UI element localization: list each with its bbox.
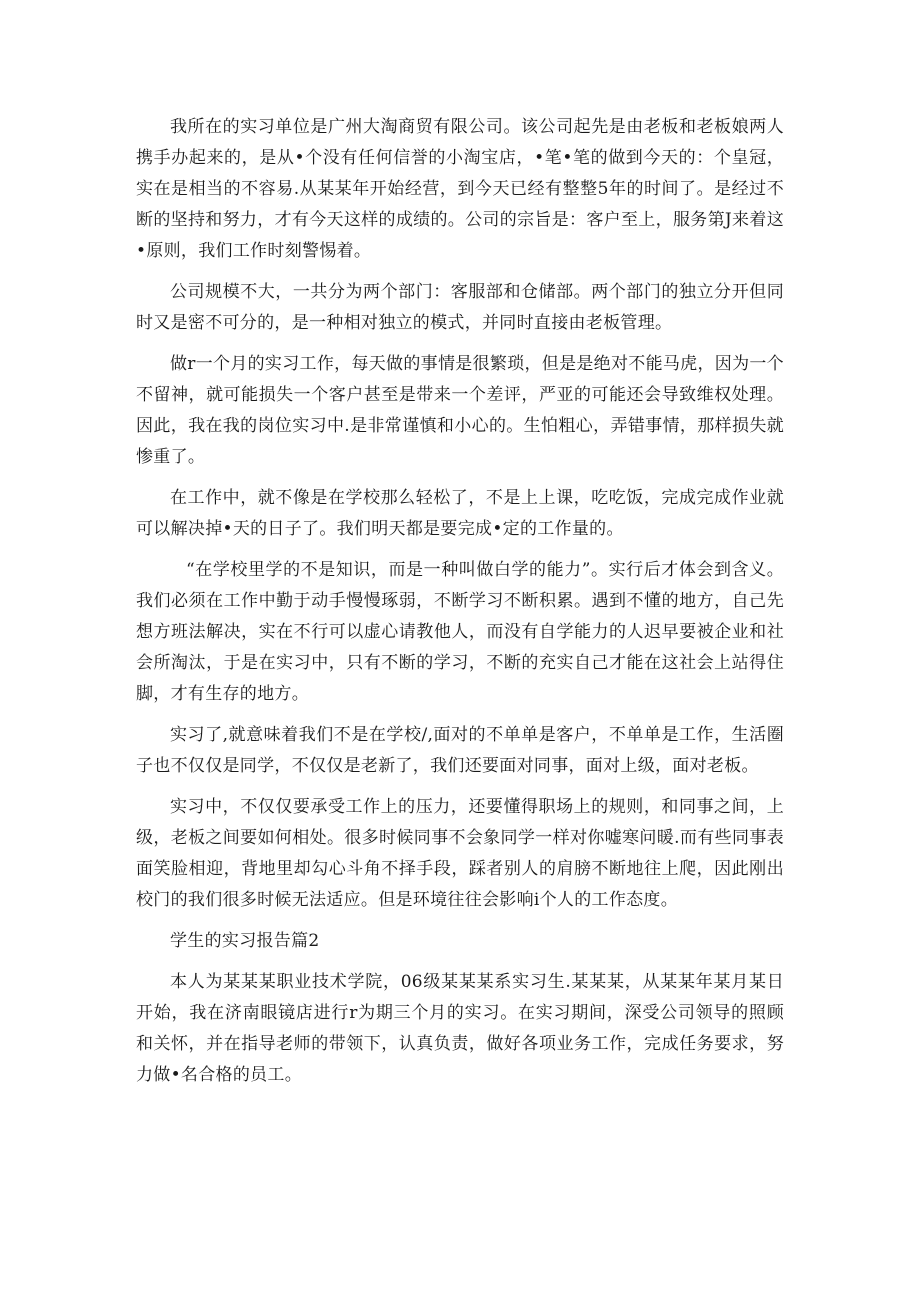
document-body	[136, 112, 784, 1101]
paragraph-meaning-of-internship: 实习了,就意味着我们不是在学校/,面对的不单单是客户，不单单是工作，生活圈子也不仅仅是同学，不仅仅是老新了，我们还要面对同事，面对上级，面对老板。	[136, 725, 784, 776]
paragraph-daily-work: 做r一个月的实习工作，每天做的事情是很繁琐，但是是绝对不能马虎，因为一个不留神，就可能损失一个客户甚至是带来一个差评，严亚的可能还会导致维权处理。因此，我在我的岗位实习中.是非常谨慎和小心的。生怕粗心，弄错事情，那样损失就惨重了。	[136, 354, 784, 467]
paragraph-workplace-relations: 实习中，不仅仅要承受工作上的压力，还要懂得职场上的规则，和同事之间，上级，老板之间要如何相处。很多时候同事不会象同学一样对你嘘寒问暖.而有些同事表面笑脸相迎，背地里却勾心斗角不择手段，踩者别人的肩膀不断地往上爬，因此刚出校门的我们很多时候无法适应。但是环境往往会影响i个人的工作态度。	[136, 797, 784, 910]
paragraph-company-scale: 公司规模不大，一共分为两个部门：客服部和仓储部。两个部门的独立分开但同时又是密不可分的，是一种相对独立的模式，并同时直接由老板管理。	[136, 282, 784, 333]
paragraph-internship-company: 我所在的实习单位是广州大淘商贸有限公司。该公司起先是由老板和老板娘两人携手办起来的，是从•个没有任何信誉的小淘宝店，•笔•笔的做到今天的：个皇冠，实在是相当的不容易.从某某年开始经营，到今天已经有整整5年的时间了。是经过不断的坚持和努力，才有今天这样的成绩的。公司的宗旨是：客户至上，服务第J来着这•原则，我们工作时刻警惕着。	[136, 117, 784, 261]
paragraph-report-two-intro: 本人为某某某职业技术学院，06级某某某系实习生.某某某，从某某年某月某日开始，我在济南眼镜店进行r为期三个月的实习。在实习期间，深受公司领导的照顾和关怀，并在指导老师的带领下，认真负责，做好各项业务工作，完成任务要求，努力做•名合格的员工。	[136, 972, 784, 1085]
paragraph-self-learning: “在学校里学的不是知识，而是一种叫做白学的能力”。实行后才体会到含义。我们必须在工作中勤于动手慢慢琢弱，不断学习不断积累。遇到不懂的地方，自己先想方班法解决，实在不行可以虚心请教他人，而没有自学能力的人迟早要被企业和社会所淘汰，于是在实习中，只有不断的学习，不断的充实自己才能在这社会上站得住脚，才有生存的地方。	[136, 560, 784, 704]
section-heading: 学生的实习报告篇2	[170, 931, 320, 951]
paragraph-work-vs-school: 在工作中，就不像是在学校那么轻松了，不是上上课，吃吃饭，完成完成作业就可以解决掉•天的日子了。我们明天都是要完成•定的工作量的。	[136, 488, 784, 539]
